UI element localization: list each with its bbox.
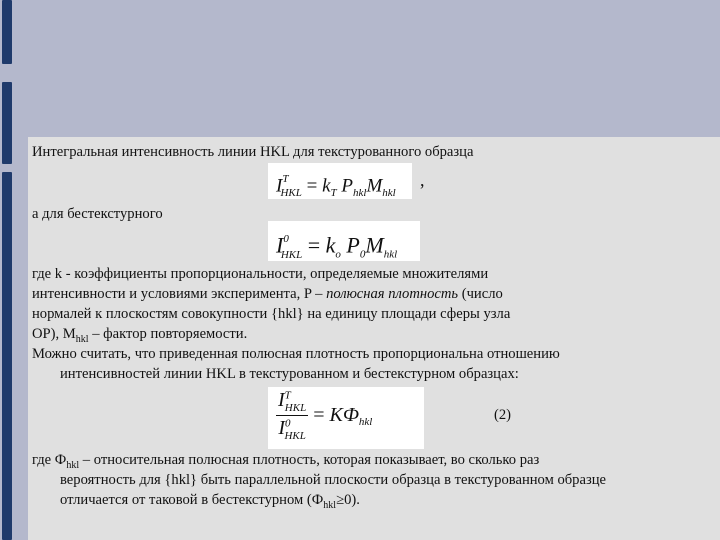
left-accent-bar bbox=[2, 82, 12, 164]
formula-comma: , bbox=[420, 170, 425, 190]
text-span: Интегральная интенсивность линии HKL для текстурованного образца bbox=[32, 144, 474, 160]
left-accent-bar bbox=[2, 0, 12, 64]
text-line: где $Ф_{hkl}$ – относительная полюсная плотность, которая показывает, во сколько раз bbox=[32, 452, 540, 471]
content-panel bbox=[28, 137, 720, 540]
text-line: ОР), $M_{hkl}$ – фактор повторяемости. bbox=[32, 326, 248, 345]
text-line: Можно считать, что приведенная полюсная плотность пропорциональна отношению bbox=[32, 346, 560, 362]
formula-ratio: $\frac{I^T_{HKL}}{I^0_{HKL}}$ = $KФ_{hkl}$ bbox=[268, 387, 424, 449]
text-line: вероятность для {hkl} быть параллельной плоскости образца в текстурованном образце bbox=[60, 472, 607, 488]
text-line bbox=[32, 205, 163, 223]
text-line: отличается от таковой в бестекстурном $(Ф_{hkl}\ge 0)$. bbox=[60, 492, 360, 511]
equation-number: (2) bbox=[494, 407, 512, 423]
text-line: где k - коэффициенты пропорциональности, определяемые множителями bbox=[32, 266, 489, 282]
left-accent-bar bbox=[2, 172, 12, 540]
text-line: нормалей к плоскостям совокупности {hkl} на единицу площади сферы узла bbox=[32, 306, 511, 322]
text-line: интенсивности и условиями эксперимента, P – полюсная плотность (число bbox=[32, 286, 503, 302]
text-line bbox=[32, 143, 473, 161]
formula-untextured: $I^0_{HKL} = k_o$ $P_0M_{hkl}$ bbox=[268, 221, 420, 261]
text-span: а для бестекстурного bbox=[32, 206, 163, 222]
formula-textured: $I^T_{HKL} = k_T$ $P_{hkl}M_{hkl}$ bbox=[268, 163, 412, 199]
fraction: $\frac{I^T_{HKL}}{I^0_{HKL}}$ bbox=[278, 389, 307, 442]
text-line: интенсивностей линии HKL в текстурованном и бестекстурном образцах: bbox=[60, 366, 519, 382]
